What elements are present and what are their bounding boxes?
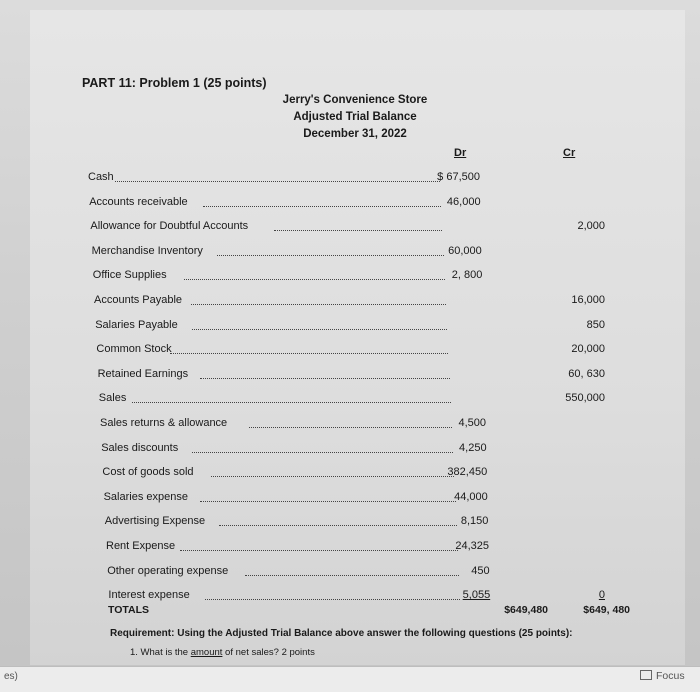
leader-dots (170, 353, 448, 354)
debit-amount: $ 67,500 (437, 171, 480, 183)
account-name: Rent Expense (106, 540, 176, 552)
question-1-underlined: amount (190, 647, 223, 658)
table-row (95, 319, 615, 335)
table-row (96, 343, 616, 359)
debit-amount: 60,000 (448, 244, 482, 257)
debit-amount: 4,250 (459, 441, 487, 454)
totals-label: TOTALS (108, 604, 150, 616)
left-tab-label[interactable]: es) (4, 671, 18, 682)
requirement-text: Requirement: Using the Adjusted Trial Balance above answer the following questions (25 points): (110, 628, 573, 639)
account-name: Sales returns & allowance (100, 417, 228, 429)
totals-debit: $649,480 (504, 604, 548, 616)
account-name: Accounts receivable (89, 195, 188, 208)
table-row (99, 392, 619, 408)
debit-amount: 5,055 (462, 589, 491, 602)
debit-header: Dr (454, 147, 467, 159)
part-title: PART 11: Problem 1 (25 points) (82, 76, 267, 90)
totals-row (108, 604, 630, 620)
account-name: Retained Earnings (97, 367, 189, 380)
account-name: Sales discounts (101, 441, 179, 454)
account-name: Cash (88, 171, 114, 183)
bottom-bar (0, 666, 700, 692)
credit-amount: 16,000 (571, 294, 605, 306)
table-row (105, 515, 625, 531)
leader-dots (274, 230, 442, 231)
leader-dots (200, 378, 449, 379)
report-title: Adjusted Trial Balance (293, 111, 417, 123)
debit-amount: 2, 800 (451, 269, 483, 282)
account-name: Other operating expense (107, 564, 229, 577)
table-row (106, 540, 626, 556)
account-name: Common Stock (96, 343, 172, 356)
debit-amount: 24,325 (455, 540, 489, 552)
credit-amount: 850 (586, 318, 605, 331)
table-row (104, 491, 624, 507)
leader-dots (115, 181, 440, 182)
table-row (98, 368, 618, 384)
account-name: Allowance for Doubtful Accounts (90, 220, 249, 233)
question-1 (130, 647, 315, 658)
table-row (100, 417, 620, 433)
credit-amount: 2,000 (577, 220, 605, 233)
question-1-suffix: of net sales? 2 points (222, 647, 315, 658)
account-name: Sales (98, 392, 127, 405)
account-name: Accounts Payable (94, 294, 183, 306)
debit-amount: 450 (471, 564, 490, 577)
credit-amount: 20,000 (571, 343, 605, 356)
debit-amount: 382,450 (447, 466, 488, 479)
focus-icon (640, 670, 652, 680)
account-name: Salaries expense (103, 490, 188, 503)
table-row (93, 269, 613, 285)
company-name: Jerry's Convenience Store (282, 94, 428, 106)
focus-button[interactable] (640, 670, 685, 682)
totals-credit: $649, 480 (583, 604, 630, 616)
table-row (101, 442, 621, 458)
account-name: Merchandise Inventory (91, 244, 203, 257)
account-name: Interest expense (108, 589, 190, 602)
table-row (107, 565, 627, 581)
table-row (90, 220, 610, 236)
debit-amount: 4,500 (458, 417, 486, 429)
account-name: Cost of goods sold (102, 466, 194, 479)
credit-amount: 0 (598, 589, 605, 602)
credit-amount: 550,000 (565, 392, 605, 405)
table-row (94, 294, 614, 310)
table-row (102, 466, 622, 482)
account-name: Office Supplies (92, 269, 167, 282)
debit-amount: 44,000 (454, 490, 488, 503)
focus-label: Focus (656, 670, 685, 682)
table-row (89, 196, 609, 212)
question-1-prefix: 1. What is the (130, 647, 191, 658)
account-name: Salaries Payable (95, 318, 178, 331)
leader-dots (191, 304, 446, 305)
debit-amount: 8,150 (460, 515, 489, 528)
report-date: December 31, 2022 (303, 128, 407, 140)
leader-dots (132, 402, 451, 403)
account-name: Advertising Expense (104, 515, 206, 528)
table-row (108, 589, 628, 605)
table-row (88, 171, 608, 187)
credit-amount: 60, 630 (568, 367, 605, 380)
leader-dots (192, 329, 447, 330)
table-row (92, 245, 612, 261)
debit-amount: 46,000 (446, 195, 481, 208)
credit-header: Cr (563, 147, 576, 159)
